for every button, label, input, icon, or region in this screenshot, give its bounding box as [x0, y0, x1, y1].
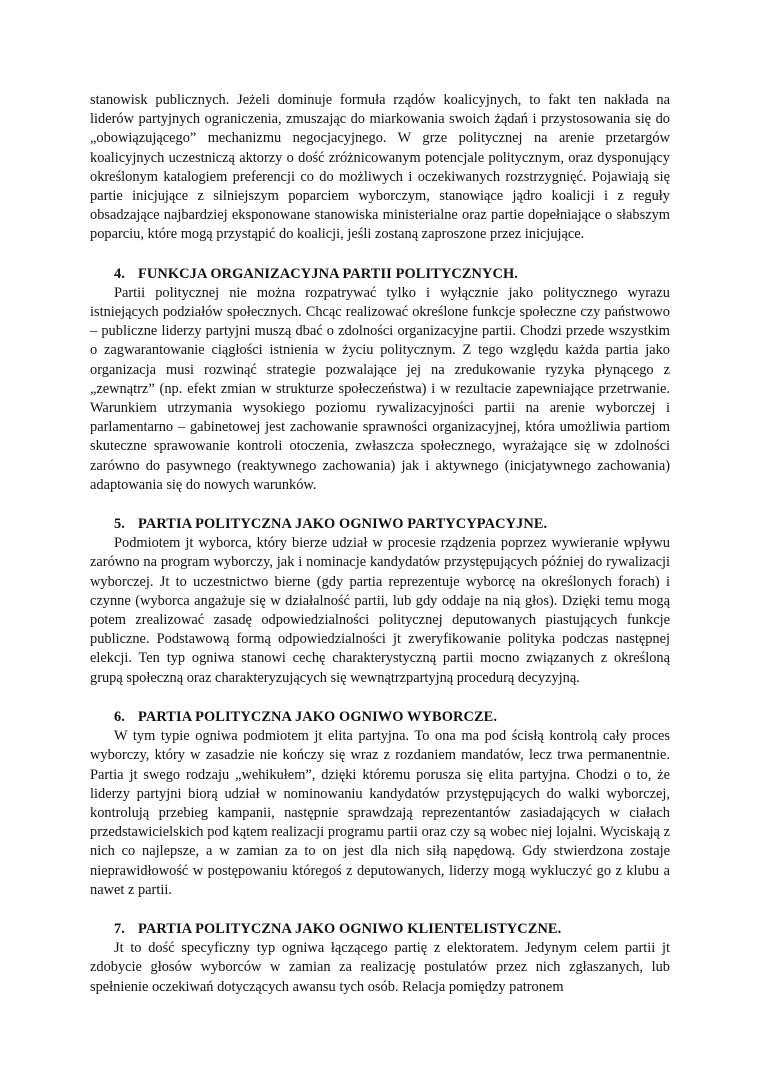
section-title: PARTIA POLITYCZNA JAKO OGNIWO KLIENTELISTYCZNE.: [138, 920, 562, 937]
document-body: [90, 91, 670, 997]
section-title: PARTIA POLITYCZNA JAKO OGNIWO PARTYCYPACYJNE.: [138, 516, 548, 533]
section-paragraph: Partii politycznej nie można rozpatrywać tylko i wyłącznie jako politycznego wyrazu istniejących podziałów społecznych. Chcąc realizować określone funkcje społeczne czy państwowo – publiczne liderzy partyjni muszą dbać o zdolności organizacyjne partii. Chodzi przede wszystkim o zagwarantowanie ciągłości istnienia w życiu politycznym. Z tego względu każda partia jako organizacja musi rozwinąć strategie pozwalające jej na zredukowanie ryzyka płynącego z „zewnątrz” (np. efekt zmian w strukturze społeczeństwa) i w rezultacie zapewniające przetrwanie. Warunkiem utrzymania wysokiego poziomu rywalizacyjności partii na arenie wyborczej i parlamentarno – gabinetowej jest zachowanie sprawności organizacyjnej, która umożliwia partiom skuteczne sprawowanie kontroli otoczenia, zwłaszcza społecznego, wyrażające się w zdolności zarówno do pasywnego (reaktywnego zachowania) jak i aktywnego (inicjatywnego zachowania) adaptowania się do nowych warunków.: [90, 284, 670, 493]
section-number: 7.: [114, 920, 125, 937]
section-heading: [90, 265, 670, 284]
section-number: 6.: [114, 708, 125, 725]
section-7: [90, 920, 670, 997]
section-4: [90, 265, 670, 495]
intro-paragraph: stanowisk publicznych. Jeżeli dominuje formuła rządów koalicyjnych, to fakt ten nakłada na liderów partyjnych ograniczenia, zmuszając do miarkowania swoich żądań i przystosowania się do „obowiązującego” mechanizmu negocjacyjnego. W grze politycznej na arenie przetargów koalicyjnych uczestniczą aktorzy o dość zróżnicowanym potencjale politycznym, oraz dysponujący określonym katalogiem preferencji co do możliwych i oczekiwanych rozstrzygnięć. Pojawiają się partie inicjujące z silniejszym poparciem wyborczym, stanowiące jądro koalicji i z reguły obsadzające najbardziej eksponowane stanowiska ministerialne oraz partie dopełniające o słabszym poparciu, które mogą przystąpić do koalicji, jeśli zostaną zaproszone przez inicjujące.: [90, 92, 670, 243]
section-6: [90, 708, 670, 900]
section-title: FUNKCJA ORGANIZACYJNA PARTII POLITYCZNYCH.: [138, 265, 519, 282]
section-paragraph: Jt to dość specyficzny typ ogniwa łączącego partię z elektoratem. Jedynym celem partii jt zdobycie głosów wyborców w zamian za realizację postulatów przez nich zgłaszanych, lub spełnienie oczekiwań dotyczących awansu tych osób. Relacja pomiędzy patronem: [90, 940, 670, 995]
section-paragraph: Podmiotem jt wyborca, który bierze udział w procesie rządzenia poprzez wywieranie wpływu zarówno na program wyborczy, jak i nominacje kandydatów przystępujących później do rywalizacji wyborczej. Jt to uczestnictwo bierne (gdy partia reprezentuje wyborcę na określonych forach) i czynne (wyborca angażuje się w działalność partii, lub gdy oddaje na nią głos). Dzięki temu mogą potem zrealizować zasadę odpowiedzialności politycznej deputowanych piastujących funkcje publiczne. Podstawową formą odpowiedzialności jt zweryfikowanie polityka podczas następnej elekcji. Ten typ ogniwa stanowi cechę charakterystyczną partii mocno związanych z określoną grupą społeczną oraz charakteryzujących się wewnątrzpartyjną procedurą decyzyjną.: [90, 535, 670, 686]
section-number: 4.: [114, 265, 125, 282]
section-heading: [90, 920, 670, 939]
section-number: 5.: [114, 516, 125, 533]
section-heading: [90, 515, 670, 534]
section-heading: [90, 708, 670, 727]
section-paragraph: W tym typie ogniwa podmiotem jt elita partyjna. To ona ma pod ścisłą kontrolą cały proces wyborczy, który w zasadzie nie kończy się wraz z rozdaniem mandatów, lecz trwa permanentnie. Partia jt swego rodzaju „wehikułem”, dzięki któremu porusza się elita partyjna. Chodzi o to, że liderzy partyjni biorą udział w nominowaniu kandydatów przystępujących do walki wyborczej, kontrolują przebieg kampanii, następnie sprawdzają reprezentantów zasiadających w ciałach przedstawicielskich pod kątem realizacji programu partii oraz czy są wobec niej lojalni. Wyciskają z nich co najlepsze, a w zamian za to on jest dla nich siłą napędową. Gdy stwierdzona zostaje nieprawidłowość w postępowaniu któregoś z deputowanych, liderzy mogą wykluczyć go z klubu a nawet z partii.: [90, 728, 670, 898]
section-5: [90, 515, 670, 688]
section-title: PARTIA POLITYCZNA JAKO OGNIWO WYBORCZE.: [138, 708, 498, 725]
